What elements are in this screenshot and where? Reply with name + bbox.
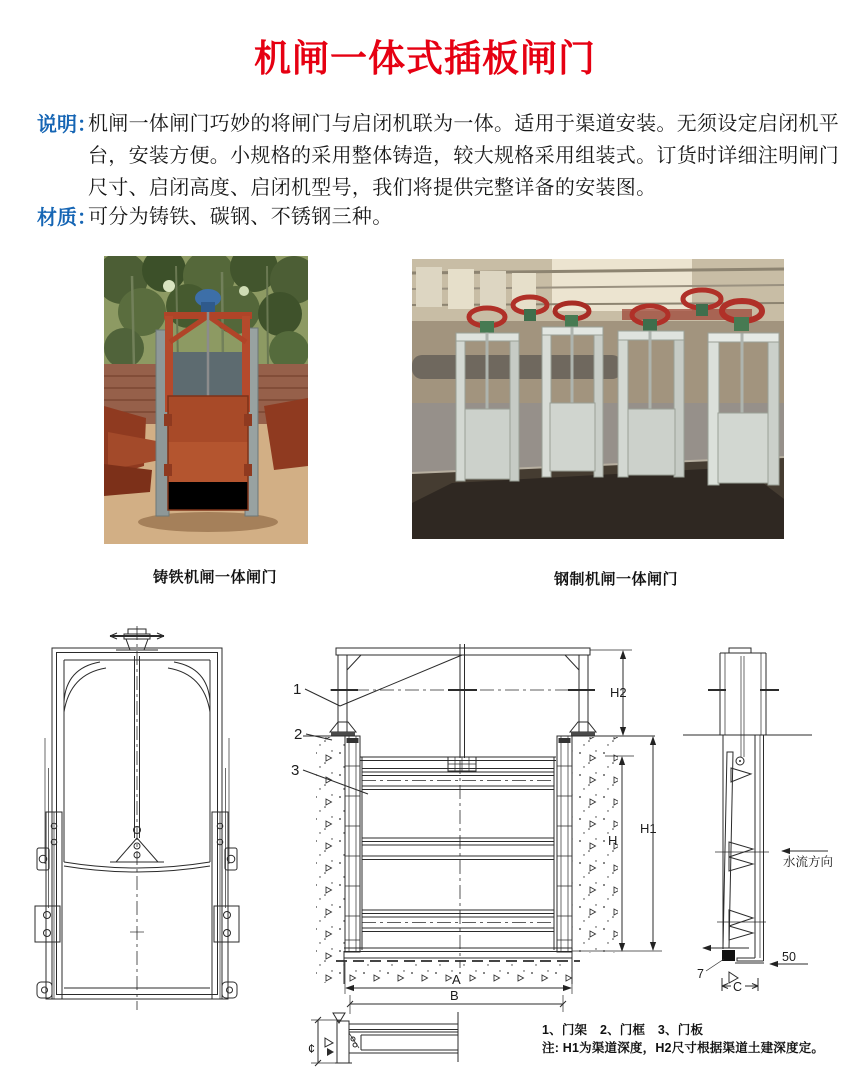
parts-legend: 1、门架 2、门框 3、门板 (542, 1023, 704, 1037)
description-line-3: 尺寸、启闭高度、启闭机型号，我们将提供完整详备的安装图。 (88, 177, 657, 199)
photo-steel-gates (412, 259, 784, 539)
dim-h: H (608, 833, 618, 848)
caption-steel-gate: 钢制机闸一体闸门 (553, 571, 679, 588)
steel-gate (542, 303, 603, 477)
dim-h2: H2 (610, 685, 627, 700)
part-label-3: 3 (291, 762, 300, 779)
page-title: 机闸一体式插板闸门 (254, 38, 596, 79)
dim-50: 50 (782, 950, 796, 964)
description-line-1: 机闸一体闸门巧妙的将闸门与启闭机联为一体。适用于渠道安装。无须设定启闭机平 (88, 113, 840, 135)
dim-a: A (452, 972, 461, 987)
steel-gate (456, 308, 519, 481)
part-label-2: 2 (294, 726, 303, 743)
drawing-side-view (683, 648, 833, 994)
description-label: 说明： (37, 114, 97, 136)
sill-detail (308, 1012, 458, 1066)
portal-frame (330, 644, 596, 758)
flow-direction-label: 水流方向 (783, 855, 834, 869)
part-label-7: 7 (697, 967, 704, 981)
gate-panel-section (336, 757, 580, 968)
steel-gate (618, 306, 684, 477)
drawing-install-section (291, 644, 662, 1066)
material-text: 可分为铸铁、碳钢、不锈钢三种。 (88, 206, 393, 228)
description-line-2: 台，安装方便。小规格的采用整体铸造，较大规格采用组装式。订货时详细注明闸门 (88, 145, 840, 167)
dim-h1: H1 (640, 821, 657, 836)
technical-drawings (0, 615, 850, 1079)
dim-b: B (450, 988, 459, 1003)
photo-cast-iron-gate (104, 256, 308, 544)
centerline-symbol: ¢ (308, 1042, 315, 1056)
material-label: 材质： (37, 207, 97, 229)
workshop-ceiling (412, 259, 784, 321)
dim-c: C (733, 980, 743, 994)
drawing-note: 注: H1为渠道深度，H2尺寸根据渠道土建深度定。 (542, 1041, 825, 1055)
drawing-front-view (35, 626, 239, 1010)
caption-cast-iron-gate: 铸铁机闸一体闸门 (152, 569, 278, 586)
part-label-1: 1 (293, 681, 302, 698)
